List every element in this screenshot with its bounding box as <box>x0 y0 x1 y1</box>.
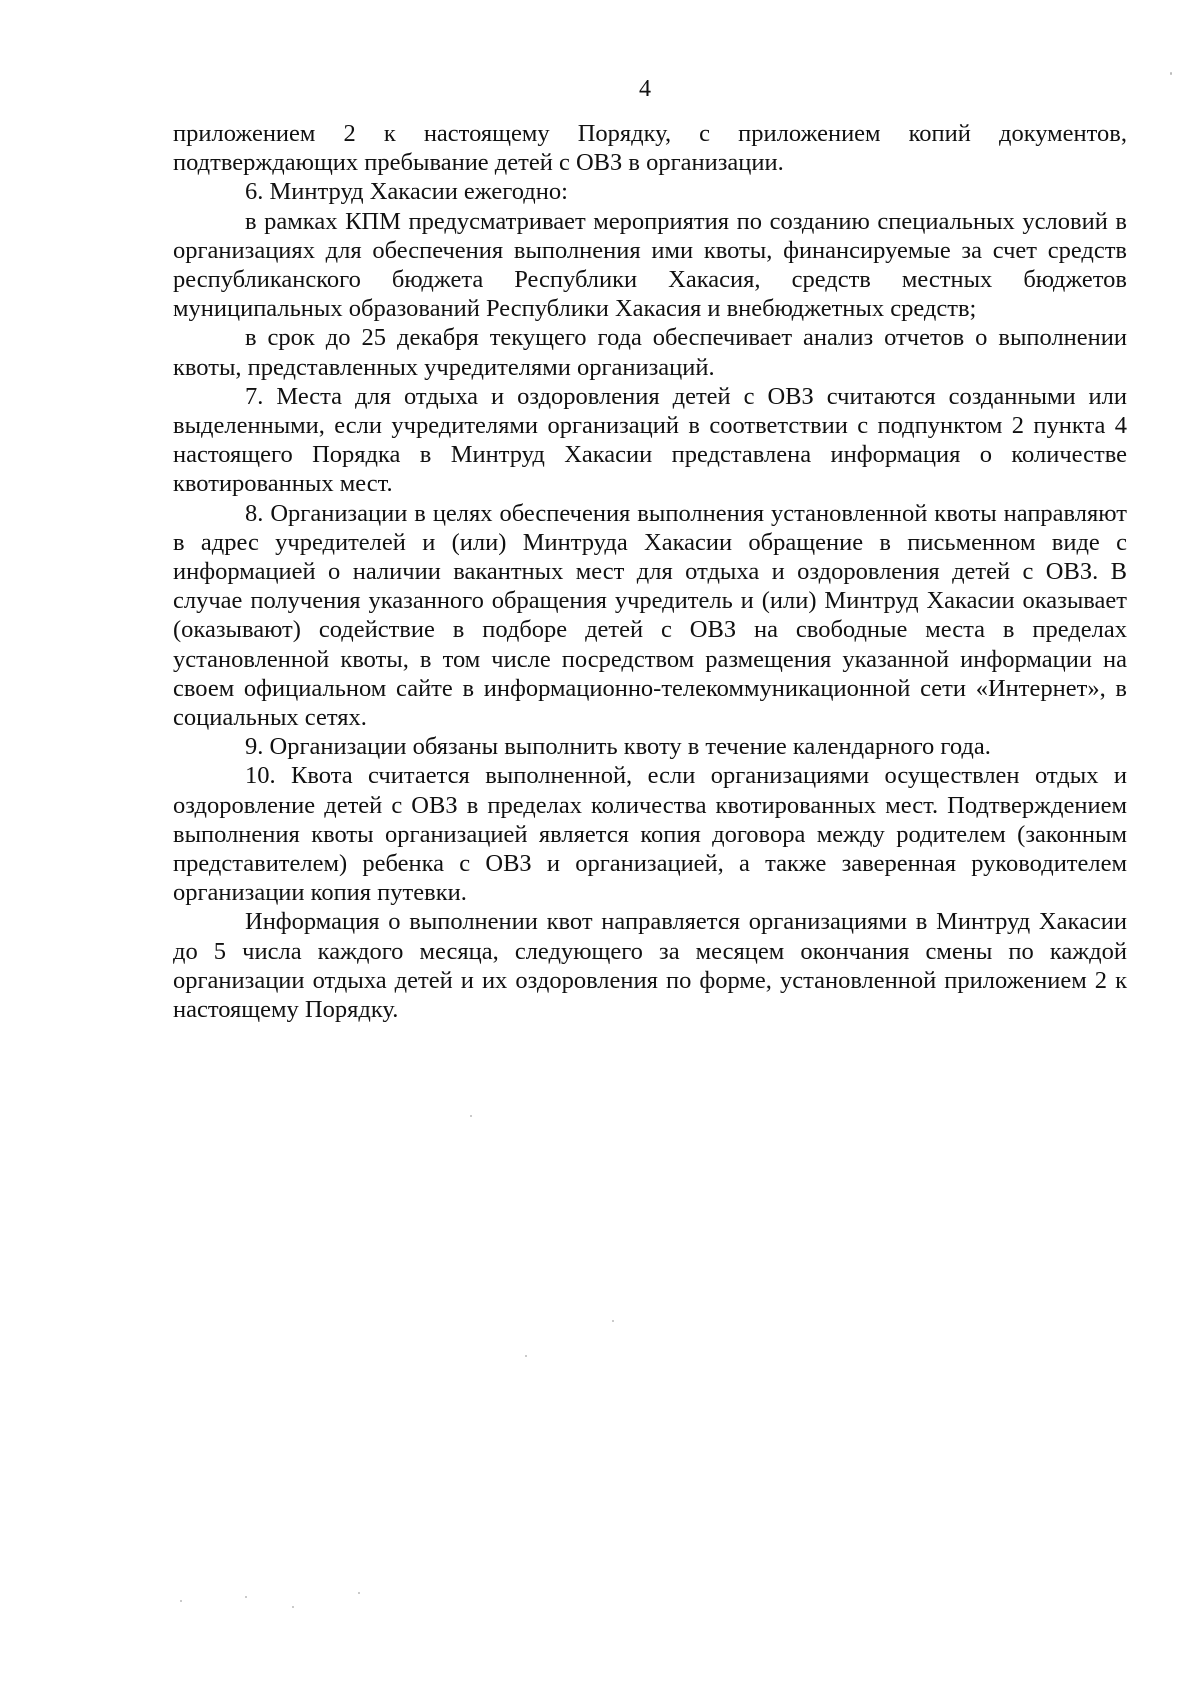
paragraph-item-6-deadline: в срок до 25 декабря текущего года обеспечивает анализ отчетов о выполнении квоты, представленных учредителями организаций. <box>173 324 1127 381</box>
scan-speck <box>470 1115 472 1117</box>
paragraph-continuation: приложением 2 к настоящему Порядку, с приложением копий документов, подтверждающих пребывание детей с ОВЗ в организации. <box>173 120 1127 177</box>
paragraph-quota-info: Информация о выполнении квот направляется организациями в Минтруд Хакасии до 5 числа каждого месяца, следующего за месяцем окончания смены по каждой организации отдыха детей и их оздоровления по форме, установленной приложением 2 к настоящему Порядку. <box>173 908 1127 1024</box>
paragraph-item-6: 6. Минтруд Хакасии ежегодно: <box>245 178 568 206</box>
scan-speck <box>612 1320 614 1322</box>
paragraph-item-9: 9. Организации обязаны выполнить квоту в течение календарного года. <box>245 733 991 761</box>
scan-speck <box>525 1355 527 1357</box>
scan-speck <box>1170 72 1172 75</box>
paragraph-item-8: 8. Организации в целях обеспечения выполнения установленной квоты направляют в адрес учредителей и (или) Минтруда Хакасии обращение в письменном виде с информацией о наличии вакантных мест для отдыха и оздоровления детей с ОВЗ. В случае получения указанного обращения учредитель и (или) Минтруд Хакасии оказывает (оказывают) содействие в подборе детей с ОВЗ на свободные места в пределах установленной квоты, в том числе посредством размещения указанной информации на своем официальном сайте в информационно-телекоммуникационной сети «Интернет», в социальных сетях. <box>173 499 1127 732</box>
paragraph-item-6-kpm: в рамках КПМ предусматривает мероприятия по созданию специальных условий в организациях для обеспечения выполнения ими квоты, финансируемые за счет средств республиканского бюджета Республики Хакасия, средств местных бюджетов муниципальных образований Республики Хакасия и внебюджетных средств; <box>173 207 1127 323</box>
paragraph-item-10: 10. Квота считается выполненной, если организациями осуществлен отдых и оздоровление детей с ОВЗ в пределах количества квотированных мест. Подтверждением выполнения квоты организацией является копия договора между родителем (законным представителем) ребенка с ОВЗ и организацией, а также заверенная руководителем организации копия путевки. <box>173 762 1127 907</box>
page-number: 4 <box>639 76 651 102</box>
scan-speck <box>292 1606 294 1608</box>
paragraph-item-7: 7. Места для отдыха и оздоровления детей с ОВЗ считаются созданными или выделенными, если учредителями организаций в соответствии с подпунктом 2 пункта 4 настоящего Порядка в Минтруд Хакасии представлена информация о количестве квотированных мест. <box>173 382 1127 498</box>
scan-speck <box>180 1600 182 1602</box>
scan-speck <box>245 1596 247 1598</box>
document-body <box>173 119 1127 1024</box>
scan-speck <box>358 1592 360 1594</box>
